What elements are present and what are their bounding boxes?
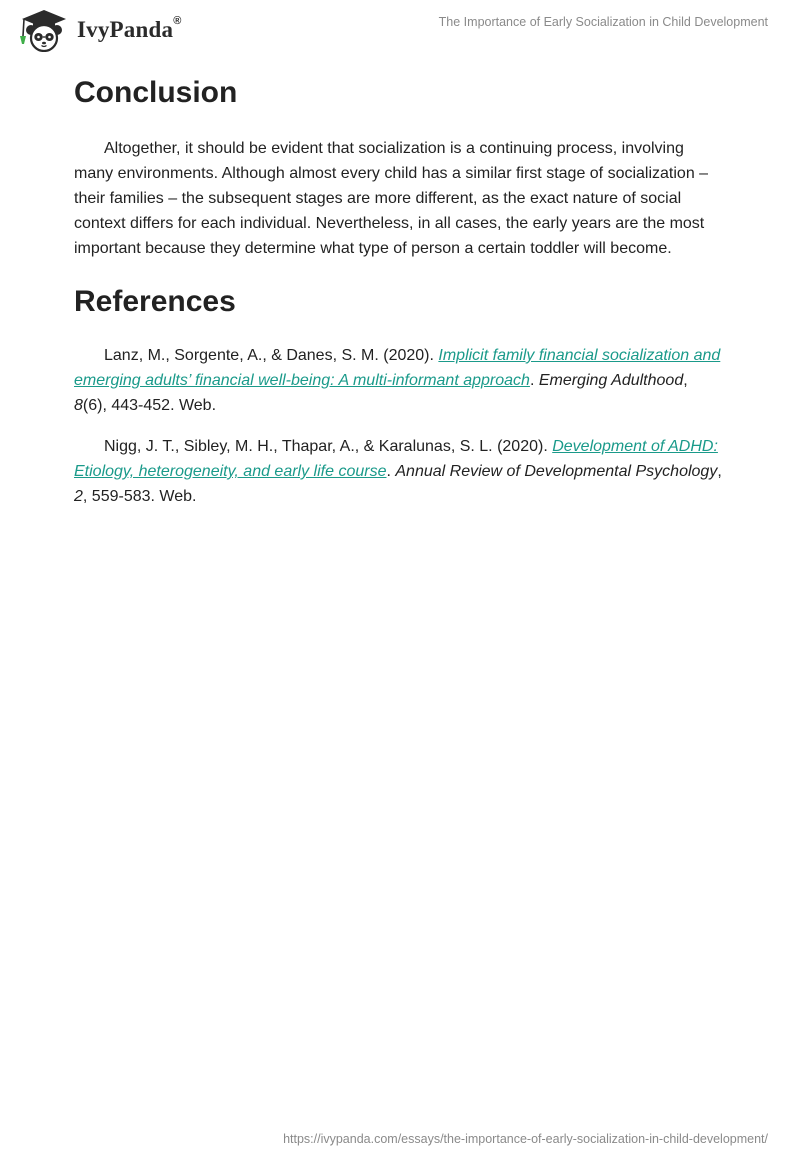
essay-content [74, 70, 724, 525]
footer-url[interactable]: https://ivypanda.com/essays/the-importance-of-early-socialization-in-child-development/ [283, 1132, 768, 1146]
reference-punctuation: , [717, 463, 722, 480]
reference-journal: Annual Review of Developmental Psychology [395, 463, 718, 480]
reference-journal: Emerging Adulthood [538, 372, 684, 389]
reference-item [74, 434, 724, 509]
brand-name: IvyPanda® [77, 15, 182, 42]
running-title: The Importance of Early Socialization in Child Development [438, 15, 768, 29]
ivypanda-logo[interactable] [14, 8, 182, 52]
panda-graduate-icon [14, 8, 74, 52]
reference-volume: 8 [74, 397, 83, 414]
reference-authors: Nigg, J. T., Sibley, M. H., Thapar, A., & Karalunas, S. L. (2020). [104, 438, 553, 455]
reference-punctuation: . [386, 463, 396, 480]
reference-volume: 2 [74, 488, 83, 505]
reference-punctuation: . [529, 372, 539, 389]
references-heading: References [74, 285, 236, 318]
reference-authors: Lanz, M., Sorgente, A., & Danes, S. M. (2020). [104, 347, 439, 364]
reference-punctuation: , [683, 372, 688, 389]
conclusion-paragraph: Altogether, it should be evident that socialization is a continuing process, involving many environments. Although almost every child has a similar first stage of socialization – their families – the subsequent stages are more different, as the exact nature of social context differs for each individual. Nevertheless, in all cases, the early years are the most important because they determine what type of person a certain toddler will become. [74, 140, 709, 257]
reference-item [74, 343, 724, 418]
registered-mark: ® [173, 15, 182, 27]
reference-title-link[interactable]: Implicit family financial socialization and emerging adults’ financial well-being: A multi-informant approach [74, 347, 721, 389]
reference-pages: , 559-583. Web. [82, 488, 197, 505]
conclusion-heading: Conclusion [74, 76, 238, 109]
reference-title-link[interactable]: Development of ADHD: Etiology, heterogeneity, and early life course [74, 438, 718, 480]
reference-pages: (6), 443-452. Web. [82, 397, 217, 414]
